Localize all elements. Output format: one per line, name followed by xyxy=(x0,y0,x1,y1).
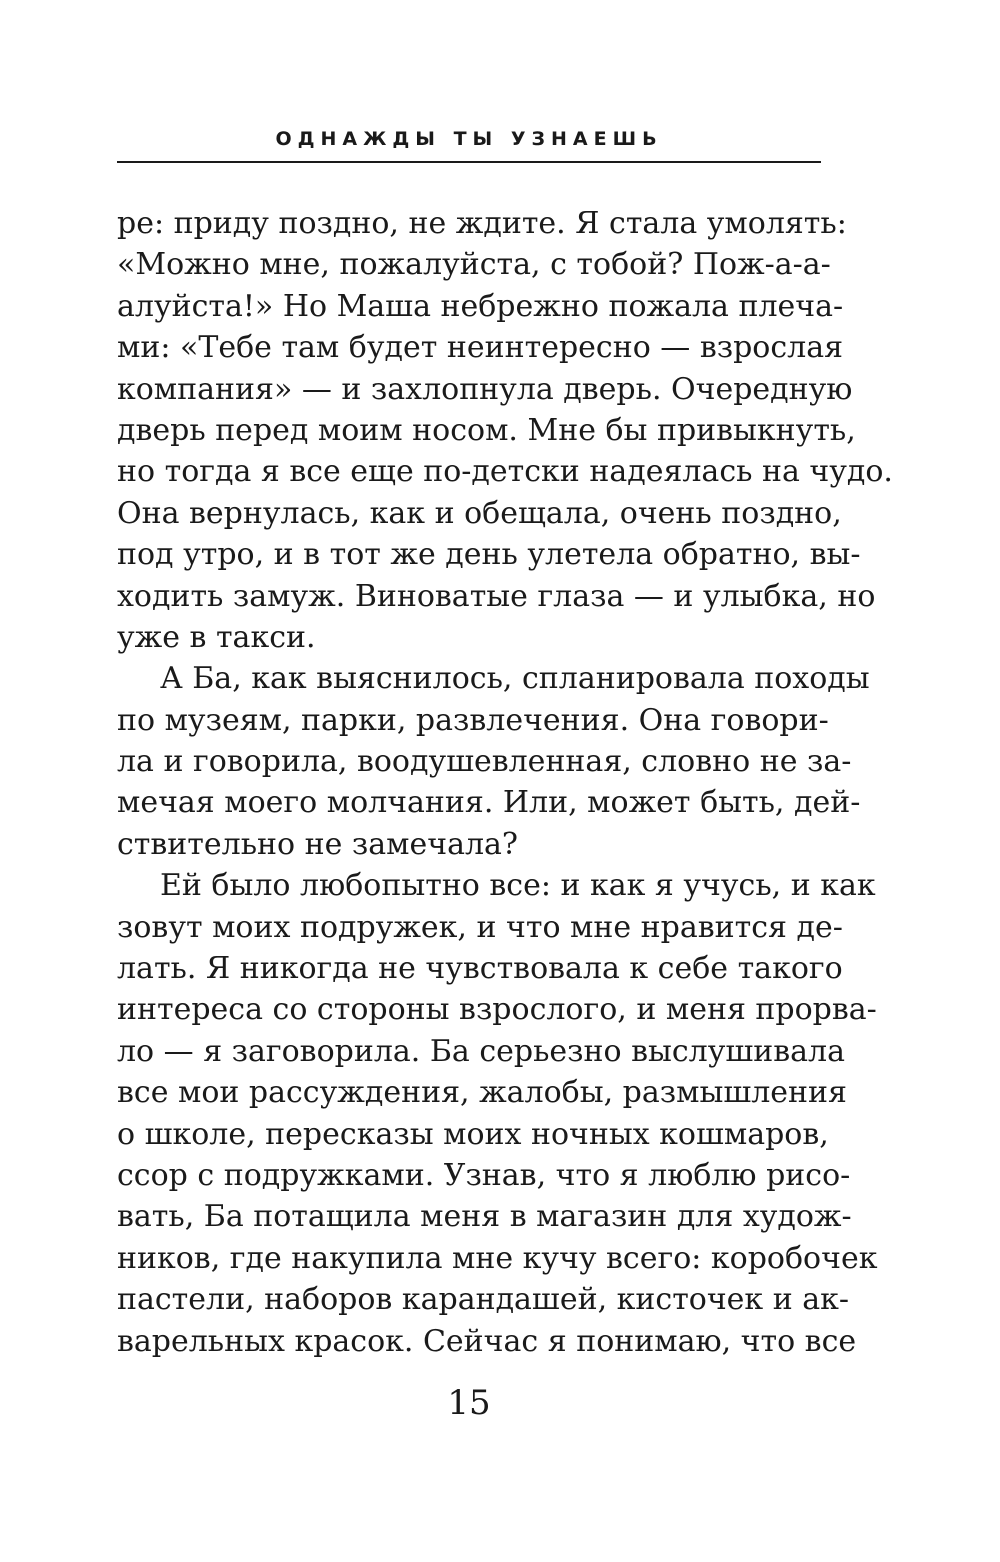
text-line: ходить замуж. Виноватые глаза — и улыбка, но xyxy=(117,578,876,614)
text-line: А Ба, как выяснилось, спланировала походы xyxy=(160,661,870,697)
running-title: ОДНАЖДЫ ТЫ УЗНАЕШЬ xyxy=(275,128,663,150)
text-line: зовут моих подружек, и что мне нравится де- xyxy=(117,909,843,945)
paragraph-2 xyxy=(117,658,870,865)
text-line: компания» — и захлопнула дверь. Очередную xyxy=(117,371,853,407)
text-line: о школе, пересказы моих ночных кошмаров, xyxy=(117,1116,829,1152)
text-line: интереса со стороны взрослого, и меня прорва- xyxy=(117,992,877,1028)
page-number: 15 xyxy=(447,1383,491,1423)
header-rule xyxy=(117,161,821,163)
text-line: по музеям, парки, развлечения. Она говори- xyxy=(117,702,829,738)
paragraph-1 xyxy=(117,203,893,658)
text-line: ников, где накупила мне кучу всего: коробочек xyxy=(117,1240,878,1276)
text-line: вать, Ба потащила меня в магазин для худож- xyxy=(117,1199,852,1235)
text-line: лать. Я никогда не чувствовала к себе такого xyxy=(117,951,843,987)
text-line: Ей было любопытно все: и как я учусь, и как xyxy=(160,868,876,904)
text-line: под утро, и в тот же день улетела обратно, вы- xyxy=(117,537,861,573)
text-line: ссор с подружками. Узнав, что я люблю рисо- xyxy=(117,1157,851,1193)
text-line: ре: приду поздно, не ждите. Я стала умолять: xyxy=(117,206,847,241)
text-line: ло — я заговорила. Ба серьезно выслушивала xyxy=(117,1033,845,1069)
text-line: пастели, наборов карандашей, кисточек и ак- xyxy=(117,1282,850,1318)
text-line: ми: «Тебе там будет неинтересно — взрослая xyxy=(117,330,844,366)
text-line: все мои рассуждения, жалобы, размышления xyxy=(117,1075,847,1111)
text-line: алуйста!» Но Маша небрежно пожала плеча- xyxy=(117,288,844,324)
text-line: но тогда я все еще по-детски надеялась на чудо. xyxy=(117,454,893,490)
body-text xyxy=(117,203,893,1362)
paragraph-3 xyxy=(117,865,878,1362)
text-line: мечая моего молчания. Или, может быть, дей- xyxy=(117,785,861,821)
text-line: уже в такси. xyxy=(117,619,316,655)
text-line: Она вернулась, как и обещала, очень поздно, xyxy=(117,495,842,531)
text-line: «Можно мне, пожалуйста, с тобой? Пож-а-а- xyxy=(117,247,831,283)
text-line: ствительно не замечала? xyxy=(117,826,518,862)
text-line: дверь перед моим носом. Мне бы привыкнуть, xyxy=(117,412,856,448)
text-line: варельных красок. Сейчас я понимаю, что все xyxy=(117,1323,857,1359)
text-line: ла и говорила, воодушевленная, словно не за- xyxy=(117,744,852,780)
